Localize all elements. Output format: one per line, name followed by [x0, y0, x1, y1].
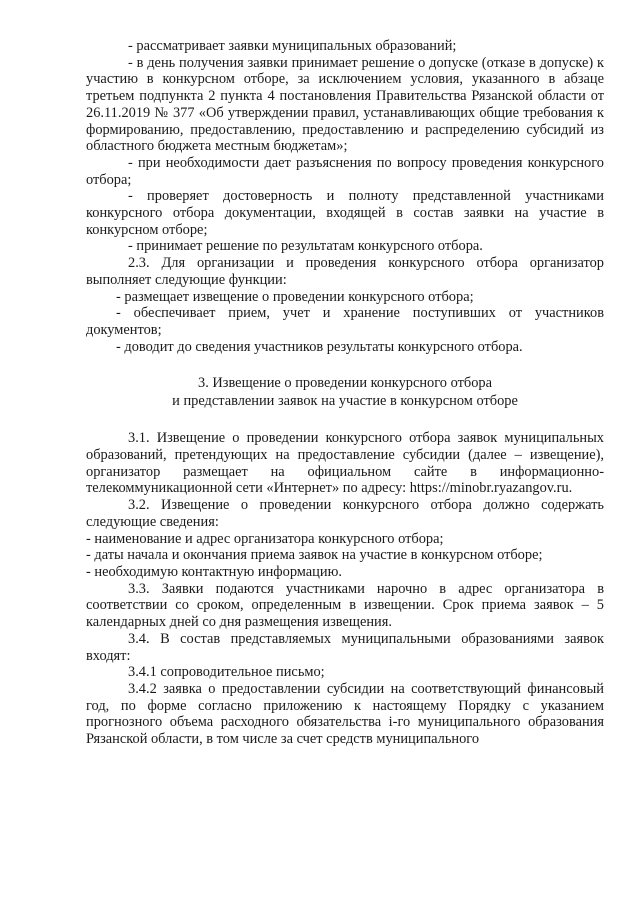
- paragraph: 3.4.2 заявка о предоставлении субсидии на соответствующий финансовый год, по форме согласно приложению к настоящему Порядку с указанием прогнозного объема расходного обязательства i-го муниципального образования Рязанской области, в том числе за счет средств муниципального: [86, 680, 604, 748]
- paragraph: - даты начала и окончания приема заявок на участие в конкурсном отборе;: [86, 547, 543, 564]
- paragraph: - доводит до сведения участников результаты конкурсного отбора.: [116, 338, 523, 355]
- paragraph: - наименование и адрес организатора конкурсного отбора;: [86, 530, 444, 547]
- paragraph: 3.1. Извещение о проведении конкурсного отбора заявок муниципальных образований, претендующих на предоставление субсидии (далее – извещение), организатор размещает на официальном сайте в информационно-телекоммуникационной сети «Интернет» по адресу: https://minobr.ryazangov.ru.: [86, 430, 604, 497]
- paragraph: - принимает решение по результатам конкурсного отбора.: [128, 238, 483, 255]
- document-text: [86, 38, 604, 748]
- paragraph: 3.2. Извещение о проведении конкурсного отбора должно содержать следующие сведения:: [86, 497, 604, 530]
- paragraph: 2.3. Для организации и проведения конкурсного отбора организатор выполняет следующие функции:: [86, 255, 604, 288]
- paragraph: - размещает извещение о проведении конкурсного отбора;: [116, 288, 474, 305]
- paragraph: 3.3. Заявки подаются участниками нарочно в адрес организатора в соответствии со сроком, определенным в извещении. Срок приема заявок – 5 календарных дней со дня размещения извещения.: [86, 580, 604, 631]
- paragraph: - необходимую контактную информацию.: [86, 563, 342, 580]
- paragraph: - обеспечивает прием, учет и хранение поступивших от участников документов;: [86, 305, 604, 338]
- paragraph: - рассматривает заявки муниципальных образований;: [128, 38, 457, 54]
- section-heading: [86, 374, 604, 410]
- paragraph: 3.4.1 сопроводительное письмо;: [128, 664, 325, 681]
- paragraph: 3.4. В состав представляемых муниципальными образованиями заявок входят:: [86, 630, 604, 664]
- section-heading-line-1: 3. Извещение о проведении конкурсного отбора: [198, 375, 492, 392]
- paragraph: - при необходимости дает разъяснения по вопросу проведения конкурсного отбора;: [86, 154, 604, 188]
- paragraph: - в день получения заявки принимает решение о допуске (отказе в допуске) к участию в конкурсном отборе, за исключением условия, указанного в абзаце третьем подпункта 2 пункта 4 постановления Правительства Рязанской области от 26.11.2019 № 377 «Об утверждении правил, устанавливающих общие требования к формированию, предоставлению, предоставлению и распределению субсидий из областного бюджета местным бюджетам»;: [86, 54, 604, 155]
- section-heading-line-2: и представлении заявок на участие в конкурсном отборе: [172, 393, 518, 410]
- paragraph: - проверяет достоверность и полноту представленной участниками конкурсного отбора документации, входящей в состав заявки на участие в конкурсном отборе;: [86, 188, 604, 238]
